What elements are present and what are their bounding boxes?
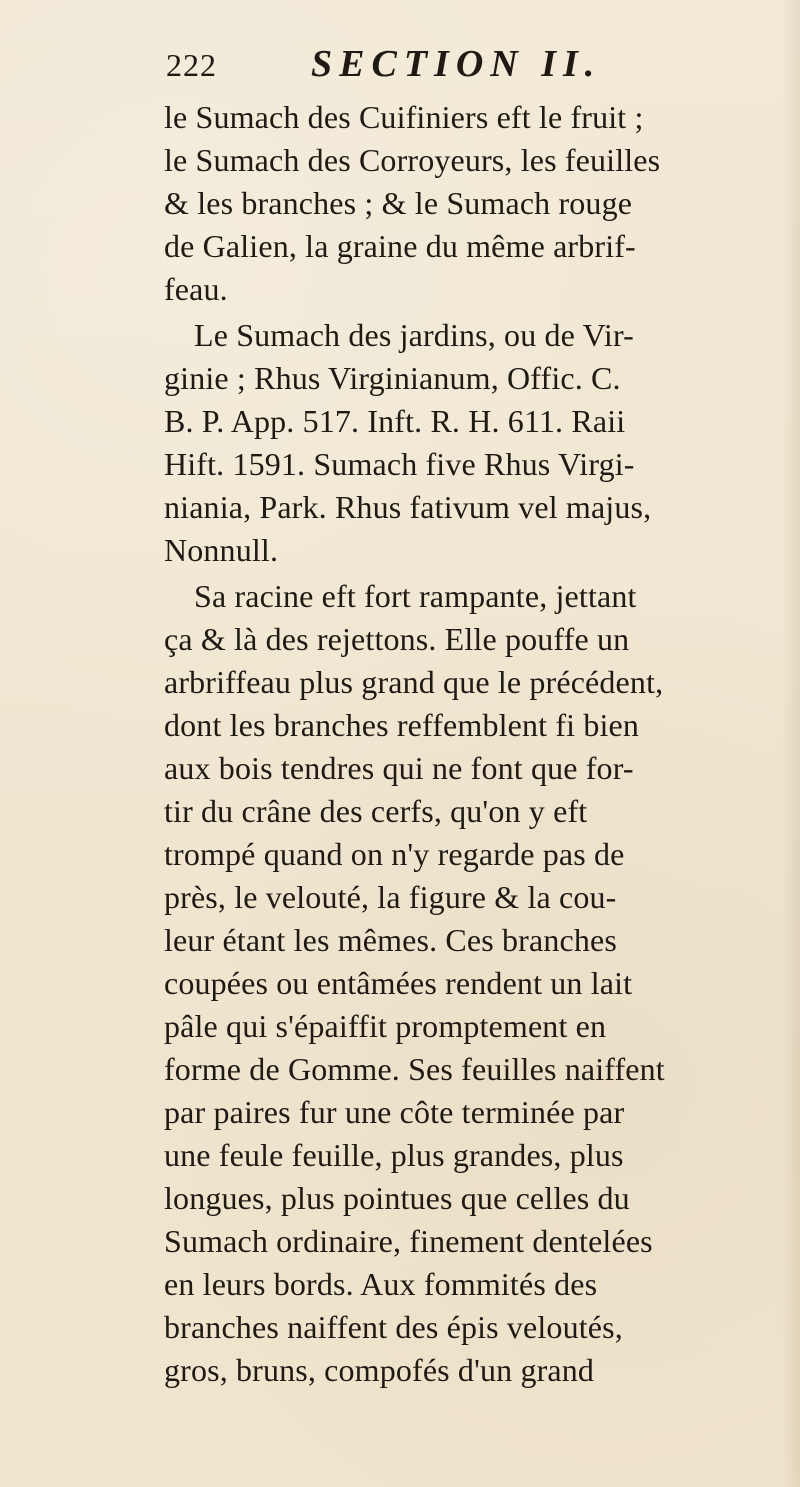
text-line: pâle qui s'épaiffit promptement en bbox=[164, 1008, 607, 1044]
text-line: une feule feuille, plus grandes, plus bbox=[164, 1137, 624, 1173]
text-line: Hift. 1591. Sumach five Rhus Virgi- bbox=[164, 446, 635, 482]
text-line: longues, plus pointues que celles du bbox=[164, 1180, 630, 1216]
text-line: Nonnull. bbox=[164, 532, 279, 568]
text-line: arbriffeau plus grand que le précédent, bbox=[164, 664, 664, 700]
text-line: trompé quand on n'y regarde pas de bbox=[164, 836, 625, 872]
text-line: forme de Gomme. Ses feuilles naiffent bbox=[164, 1051, 665, 1087]
text-line: leur étant les mêmes. Ces branches bbox=[164, 922, 617, 958]
text-line: le Sumach des Cuifiniers eft le fruit ; bbox=[164, 99, 644, 135]
text-line: branches naiffent des épis veloutés, bbox=[164, 1309, 623, 1345]
text-line: en leurs bords. Aux fommités des bbox=[164, 1266, 598, 1302]
page-edge bbox=[782, 0, 800, 1487]
text-line: Le Sumach des jardins, ou de Vir- bbox=[194, 317, 634, 353]
text-line: aux bois tendres qui ne font que for- bbox=[164, 750, 634, 786]
page-number: 222 bbox=[166, 47, 217, 83]
text-line: près, le velouté, la figure & la cou- bbox=[164, 879, 617, 915]
text-line: niania, Park. Rhus fativum vel majus, bbox=[164, 489, 652, 525]
text-line: ça & là des rejettons. Elle pouffe un bbox=[164, 621, 630, 657]
text-line: & les branches ; & le Sumach rouge bbox=[164, 185, 633, 221]
text-line: Sumach ordinaire, finement dentelées bbox=[164, 1223, 653, 1259]
text-line: dont les branches reffemblent fi bien bbox=[164, 707, 640, 743]
text-line: gros, bruns, compofés d'un grand bbox=[164, 1352, 595, 1388]
text-line: B. P. App. 517. Inft. R. H. 611. Raii bbox=[164, 403, 626, 439]
running-head: SECTION II. bbox=[311, 43, 602, 85]
text-line: tir du crâne des cerfs, qu'on y eft bbox=[164, 793, 588, 829]
page-header bbox=[166, 45, 736, 91]
text-line: feau. bbox=[164, 271, 228, 307]
text-line: par paires fur une côte terminée par bbox=[164, 1094, 625, 1130]
text-line: de Galien, la graine du même arbrif- bbox=[164, 228, 636, 264]
text-line: coupées ou entâmées rendent un lait bbox=[164, 965, 633, 1001]
text-line: ginie ; Rhus Virginianum, Offic. C. bbox=[164, 360, 621, 396]
text-line: le Sumach des Corroyeurs, les feuilles bbox=[164, 142, 661, 178]
text-line: Sa racine eft fort rampante, jettant bbox=[194, 578, 637, 614]
